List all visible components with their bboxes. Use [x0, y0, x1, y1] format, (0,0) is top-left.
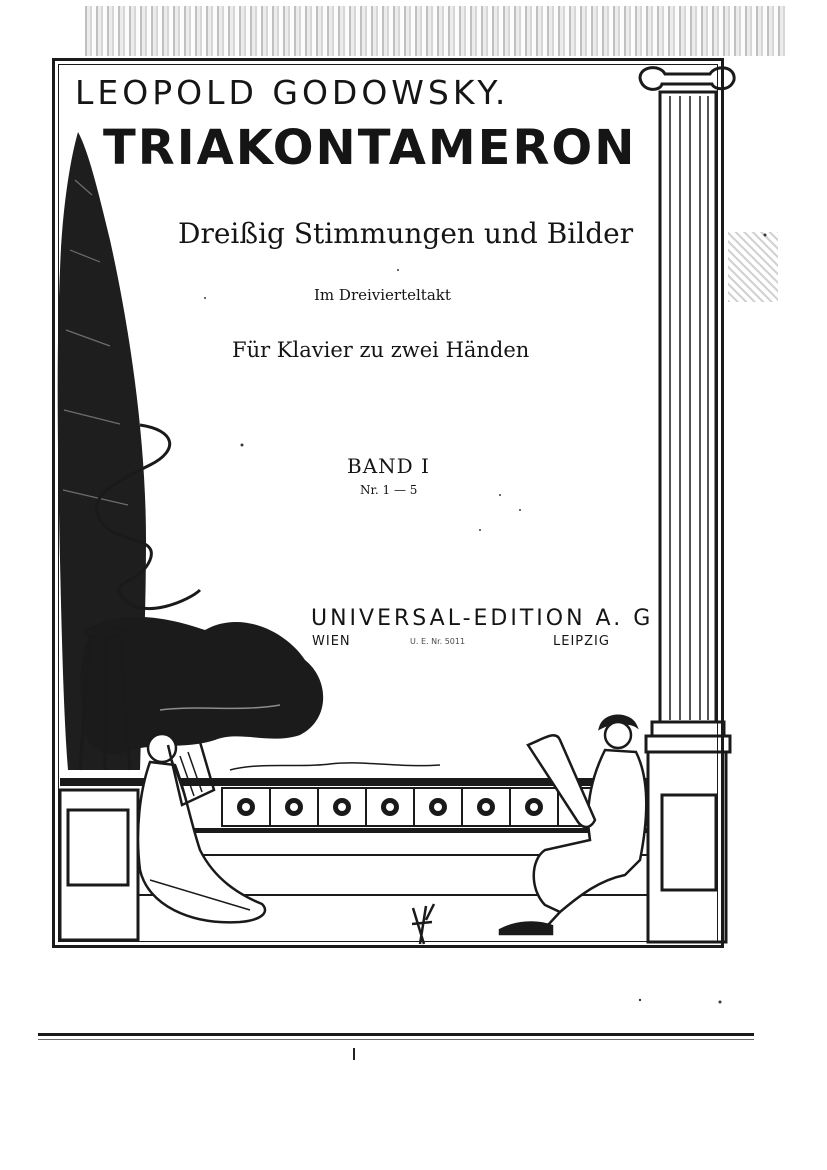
meter-note: Im Dreivierteltakt [314, 286, 451, 304]
publisher-name: UNIVERSAL-EDITION A. G [311, 606, 654, 631]
bottom-rule [38, 1033, 754, 1036]
scan-mark [353, 1048, 355, 1060]
bottom-rule-thin [38, 1039, 754, 1040]
plate-number: U. E. Nr. 5011 [410, 637, 466, 646]
volume-numbers: Nr. 1 — 5 [360, 483, 418, 497]
cover-frame-inner [58, 64, 718, 942]
work-title: TRIAKONTAMERON [103, 120, 637, 176]
composer-name: LEOPOLD GODOWSKY. [75, 73, 510, 112]
publisher-city-right: LEIPZIG [553, 634, 610, 649]
work-subtitle: Dreißig Stimmungen und Bilder [178, 217, 634, 250]
instrumentation: Für Klavier zu zwei Händen [232, 338, 530, 362]
volume-label: BAND I [347, 454, 430, 478]
publisher-city-left: WIEN [312, 634, 351, 649]
